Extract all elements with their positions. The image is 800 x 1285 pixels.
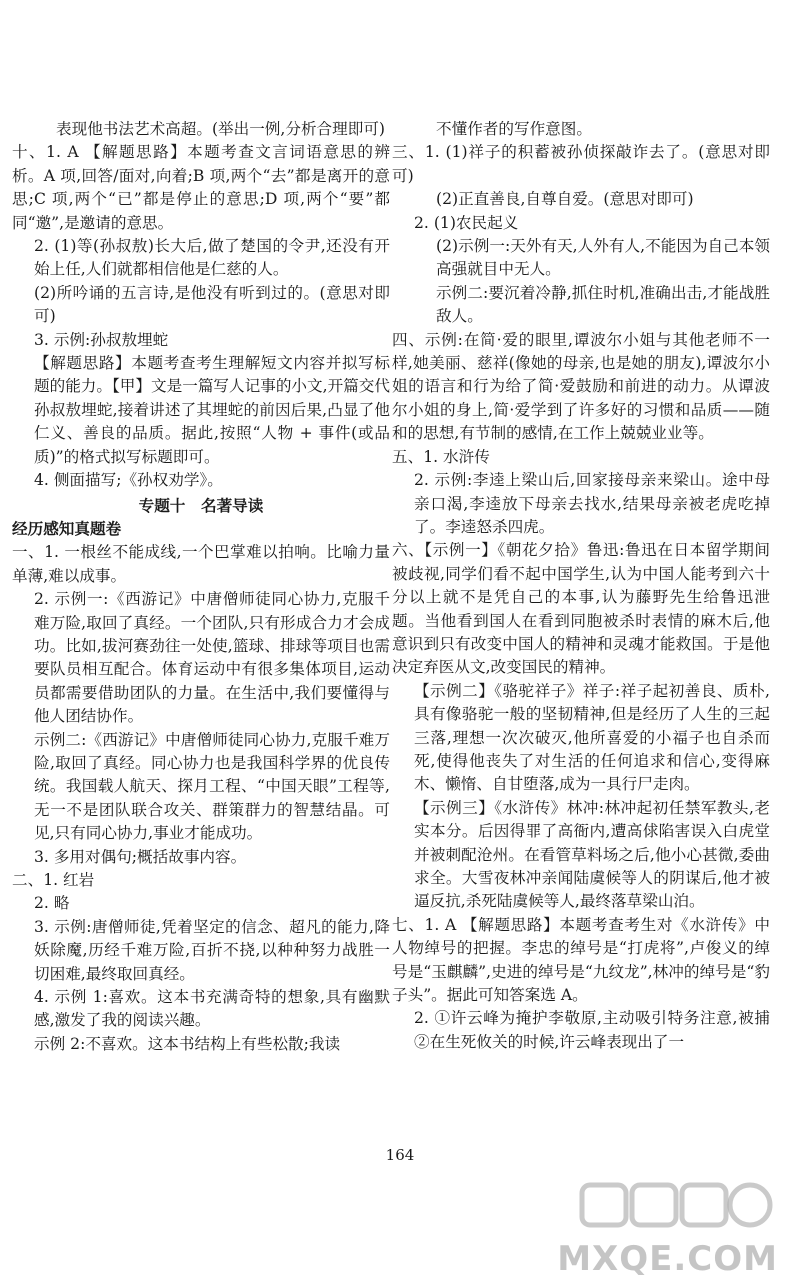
answer-paragraph: 四、示例:在简·爱的眼里,谭波尔小姐与其他老师不一样,她美丽、慈祥(像她的母亲,也是她的朋友),谭波尔小姐的语言和行为给了简·爱鼓励和前进的动力。从谭波尔小姐的身上,简·爱学到了许多好的习惯和品质——随和的思想,有节制的感情,在工作上兢兢业业等。: [392, 330, 770, 443]
answer-paragraph: 【解题思路】本题考查考生理解短文内容并拟写标题的能力。【甲】文是一篇写人记事的小文,开篇交代孙叔敖埋蛇,接着讲述了其埋蛇的前因后果,凸显了他仁义、善良的品质。据此,按照“人物 + 事件(或品质)”的格式拟写标题即可。: [34, 354, 390, 466]
answer-paragraph: 2. 示例:李逵上梁山后,回家接母亲来梁山。途中母亲口渴,李逵放下母亲去找水,结果母亲被老虎吃掉了。李逵怒杀四虎。: [414, 471, 770, 536]
answer-paragraph: 示例 2:不喜欢。这本书结构上有些松散;我读: [34, 1034, 341, 1053]
right-column: [392, 118, 786, 1054]
answer-paragraph: (2)正直善良,自尊自爱。(意思对即可): [436, 190, 694, 209]
section-title: 专题十 名著导读: [138, 496, 264, 515]
answer-paragraph: 一、1. 一根丝不能成线,一个巴掌难以拍响。比喻力量单薄,难以成事。: [12, 543, 390, 585]
answer-paragraph: 五、1. 水浒传: [392, 447, 490, 466]
answer-paragraph: 示例二:《西游记》中唐僧师徒同心协力,克服千难万险,取回了真经。同心协力也是我国科学界的优良传统。我国载人航天、探月工程、“中国天眼”工程等,无一不是团队联合攻关、群策群力的智慧结晶。可见,只有同心协力,事业才能成功。: [34, 730, 390, 843]
answer-paragraph: (2)示例一:天外有天,人外有人,不能因为自己本领高强就目中无人。: [436, 237, 770, 279]
answer-paragraph: 表现他书法艺术高超。(举出一例,分析合理即可): [56, 120, 385, 138]
answer-paragraph: 2. 略: [34, 894, 70, 913]
answer-paragraph: (2)所吟诵的五言诗,是他没有听到过的。(意思对即可): [34, 283, 390, 326]
answer-paragraph: 3. 示例:孙叔敖埋蛇: [34, 330, 169, 349]
answer-paragraph: 2. (1)等(孙叔敖)长大后,做了楚国的令尹,还没有开始上任,人们就都相信他是仁慈的人。: [34, 237, 390, 279]
answer-paragraph: 4. 侧面描写;《孙权劝学》。: [34, 471, 223, 490]
answer-paragraph: 示例二:要沉着冷静,抓住时机,准确出击,才能战胜敌人。: [436, 283, 770, 326]
answer-paragraph: 【示例二】《骆驼祥子》祥子:祥子起初善良、质朴,具有像骆驼一般的坚韧精神,但是经历了人生的三起三落,理想一次次破灭,他所喜爱的小福子也自杀而死,使得他丧失了对生活的任何追求和信心,变得麻木、懒惰、自甘堕落,成为一具行尸走肉。: [414, 681, 770, 794]
answer-paragraph: 七、1. A 【解题思路】本题考查考生对《水浒传》中人物绰号的把握。李忠的绰号是“打虎将”,卢俊义的绰号是“玉麒麟”,史进的绰号是“九纹龙”,林冲的绰号是“豹子头”。据此可知答案选 A。: [392, 915, 770, 1005]
answer-paragraph: 2. 示例一:《西游记》中唐僧师徒同心协力,克服千难万险,取回了真经。一个团队,只有形成合力才会成功。比如,拔河赛劲往一处使,篮球、排球等项目也需要队员相互配合。体育运动中有很多集体项目,运动员都需要借助团队的力量。在生活中,我们要懂得与他人团结协作。: [34, 590, 390, 726]
answer-paragraph: 不懂作者的写作意图。: [436, 120, 592, 138]
left-column: [12, 118, 390, 1056]
watermark-text: MXQE.COM: [557, 1239, 778, 1279]
answer-paragraph: 2. ①许云峰为掩护李敬原,主动吸引特务注意,被捕 ②在生死攸关的时候,许云峰表现出了一: [414, 1009, 786, 1051]
answer-paragraph: 【示例三】《水浒传》林冲:林冲起初任禁军教头,老实本分。后因得罪了高衙内,遭高俅陷害误入白虎堂并被刺配沧州。在看管草料场之后,他小心甚微,委曲求全。大雪夜林冲亲闻陆虞候等人的阴谋后,他才被逼反抗,杀死陆虞候等人,最终落草梁山泊。: [414, 798, 770, 911]
answer-paragraph: 六、【示例一】《朝花夕拾》鲁迅:鲁迅在日本留学期间被歧视,同学们看不起中国学生,认为中国人能考到六十分以上就不是凭自己的本事,认为藤野先生给鲁迅泄题。当他看到国人在看到同胞被杀时表情的麻木后,他意识到只有改变中国人的精神和灵魂才能救国。于是他决定弃医从文,改变国民的精神。: [392, 541, 770, 677]
answer-paragraph: 4. 示例 1:喜欢。这本书充满奇特的想象,具有幽默感,激发了我的阅读兴趣。: [34, 988, 390, 1030]
answer-paragraph: 2. (1)农民起义: [414, 213, 519, 232]
answer-paragraph: 3. 多用对偶句;概括故事内容。: [34, 847, 247, 866]
answer-paragraph: 十、1. A 【解题思路】本题考查文言词语意思的辨析。A 项,回答/面对,向着;B 项,两个“去”都是离开的意思;C 项,两个“已”都是停止的意思;D 项,两个“要”都同“邀”,是邀请的意思。: [12, 143, 390, 232]
answer-paragraph: 三、1. (1)祥子的积蓄被孙侦探敲诈去了。(意思对即可): [392, 143, 770, 185]
subsection-title: 经历感知真题卷: [12, 519, 122, 538]
page-number: 164: [385, 1146, 415, 1164]
answer-paragraph: 二、1. 红岩: [12, 871, 95, 889]
answer-paragraph: 3. 示例:唐僧师徒,凭着坚定的信念、超凡的能力,降妖除魔,历经千难万险,百折不挠,以种种努力战胜一切困难,最终取回真经。: [34, 917, 390, 983]
